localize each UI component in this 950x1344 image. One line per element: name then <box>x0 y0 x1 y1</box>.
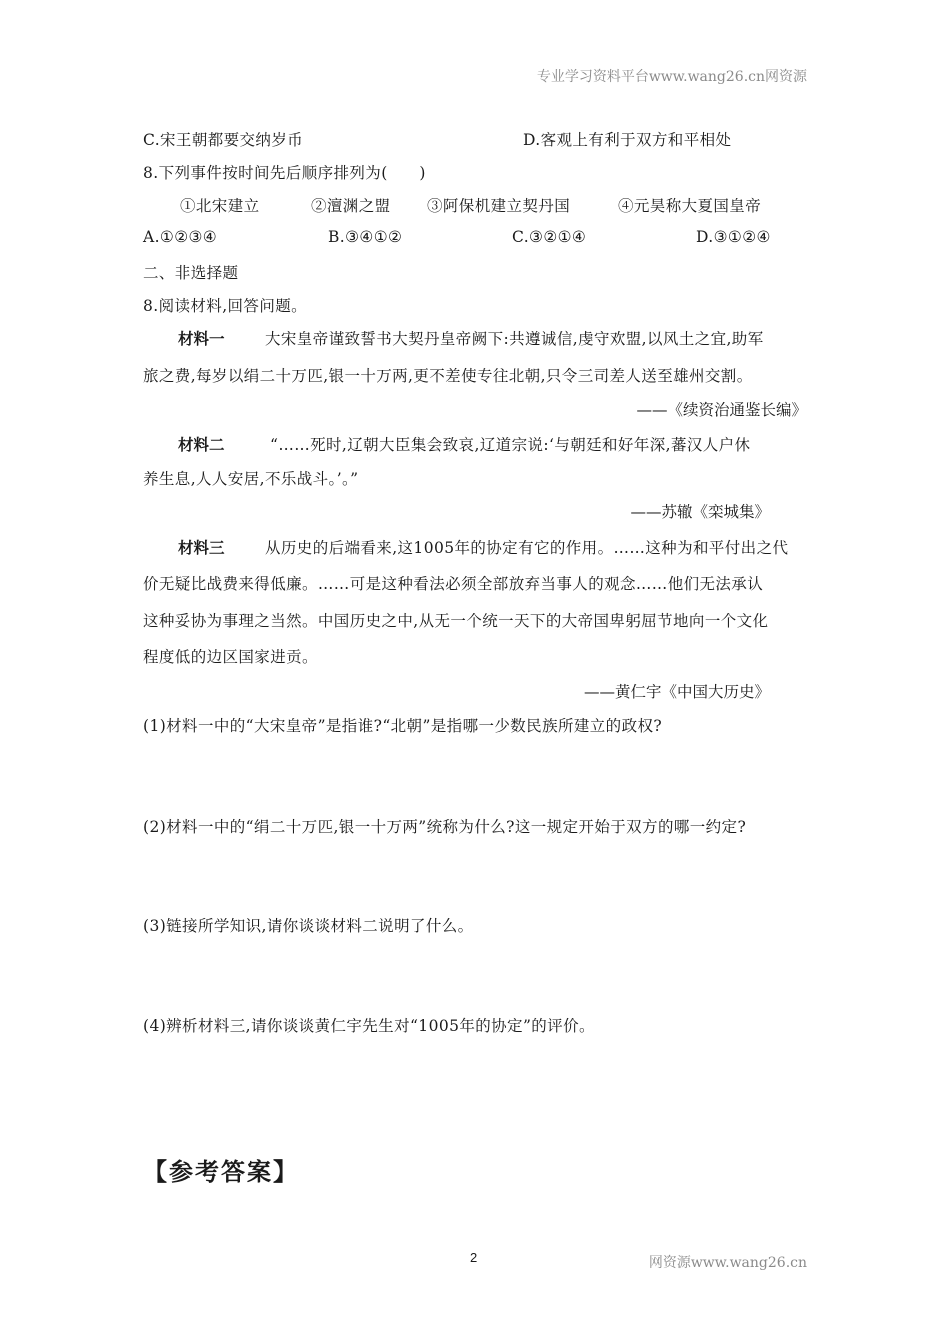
material3-line-4: 程度低的边区国家进贡。 <box>143 648 318 666</box>
q8-stem: 8.下列事件按时间先后顺序排列为( ) <box>143 164 426 182</box>
q8-option-a: A.①②③④ <box>143 228 218 246</box>
question-intro: 8.阅读材料,回答问题。 <box>143 297 308 315</box>
material1-source: ——《续资治通鉴长编》 <box>636 401 807 419</box>
q8-option-b: B.③④①② <box>328 228 403 246</box>
question-1: (1)材料一中的“大宋皇帝”是指谁?“北朝”是指哪一少数民族所建立的政权? <box>143 717 663 735</box>
section-heading: 二、非选择题 <box>143 264 239 282</box>
material3-line-1: 从历史的后端看来,这1005年的协定有它的作用。……这种为和平付出之代 <box>265 539 789 557</box>
q7-option-d: D.客观上有利于双方和平相处 <box>523 131 732 149</box>
material1-label: 材料一 <box>178 330 225 348</box>
material3-line-3: 这种妥协为事理之当然。中国历史之中,从无一个统一天下的大帝国卑躬屈节地向一个文化 <box>143 612 769 630</box>
material1-line-2: 旅之费,每岁以绢二十万匹,银一十万两,更不差使专往北朝,只令三司差人送至雄州交割。 <box>143 367 753 385</box>
answer-heading: 【参考答案】 <box>143 1158 299 1186</box>
q8-option-d: D.③①②④ <box>696 228 771 246</box>
q8-event-4: ④元昊称大夏国皇帝 <box>618 197 762 215</box>
q7-option-c: C.宋王朝都要交纳岁币 <box>143 131 304 149</box>
material2-line-2: 养生息,人人安居,不乐战斗。’。” <box>143 470 359 488</box>
question-3: (3)链接所学知识,请你谈谈材料二说明了什么。 <box>143 917 474 935</box>
material3-line-2: 价无疑比战费来得低廉。……可是这种看法必须全部放弃当事人的观念……他们无法承认 <box>143 575 764 593</box>
page-number: 2 <box>470 1250 478 1265</box>
q8-option-c: C.③②①④ <box>512 228 587 246</box>
footer-watermark: 网资源www.wang26.cn <box>648 1255 807 1271</box>
q8-event-2: ②澶渊之盟 <box>311 197 391 215</box>
material2-label: 材料二 <box>178 436 225 454</box>
material3-label: 材料三 <box>178 539 225 557</box>
q8-event-1: ①北宋建立 <box>180 197 260 215</box>
material3-source: ——黄仁宇《中国大历史》 <box>583 683 770 701</box>
q8-event-3: ③阿保机建立契丹国 <box>427 197 571 215</box>
material1-line-1: 大宋皇帝谨致誓书大契丹皇帝阙下:共遵诚信,虔守欢盟,以风土之宜,助军 <box>265 330 764 348</box>
material2-source: ——苏辙《栾城集》 <box>630 503 770 521</box>
header-watermark: 专业学习资料平台www.wang26.cn网资源 <box>536 69 807 85</box>
question-4: (4)辨析材料三,请你谈谈黄仁宇先生对“1005年的协定”的评价。 <box>143 1017 595 1035</box>
material2-line-1: “……死时,辽朝大臣集会致哀,辽道宗说:‘与朝廷和好年深,蕃汉人户休 <box>270 436 751 454</box>
question-2: (2)材料一中的“绢二十万匹,银一十万两”统称为什么?这一规定开始于双方的哪一约定? <box>143 818 747 836</box>
